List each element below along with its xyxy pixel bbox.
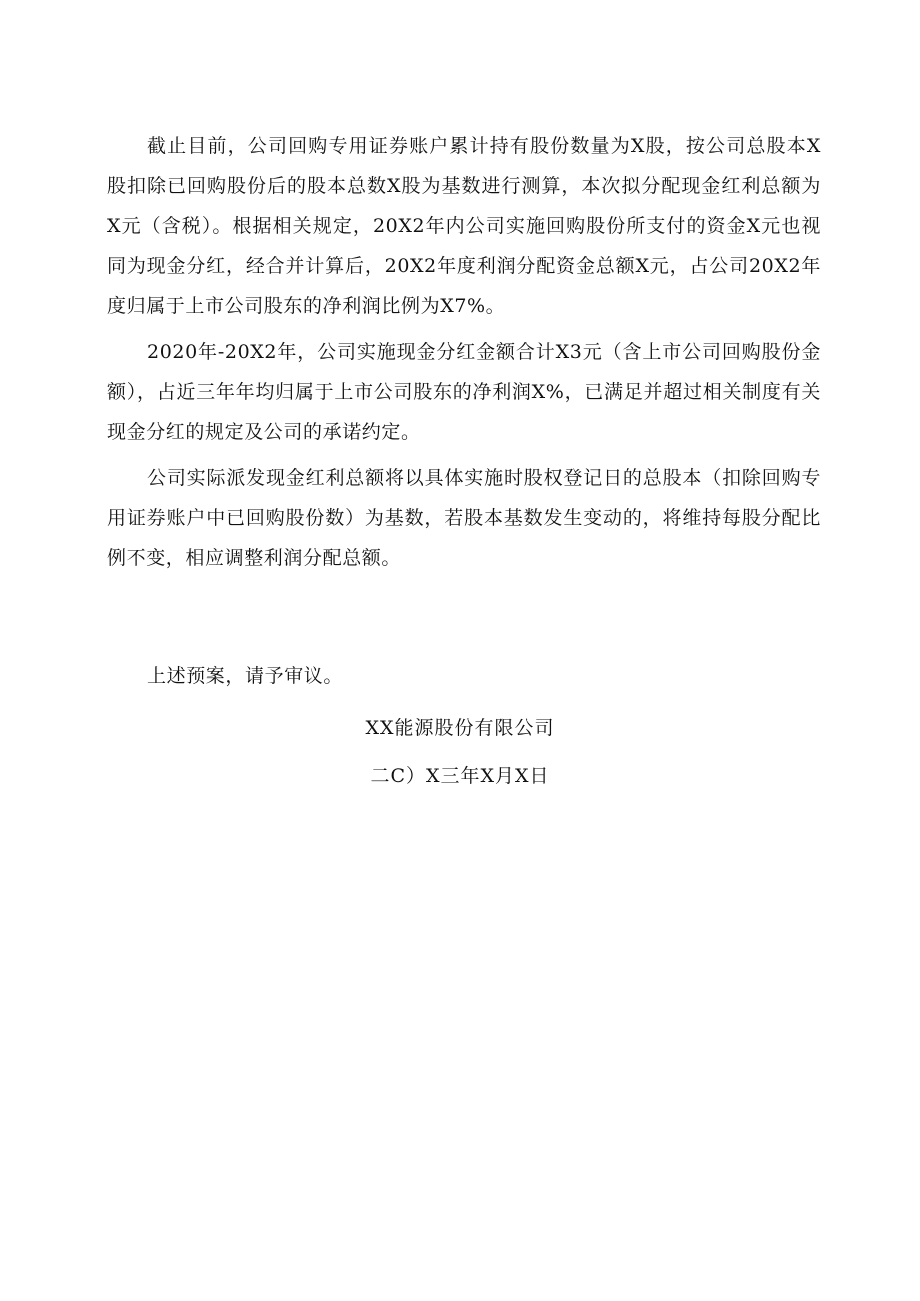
closing-request: 上述预案，请予审议。 [147, 665, 344, 687]
paragraph-three-year-dividends: 2020年-20X2年，公司实施现金分红金额合计X3元（含上市公司回购股份金额），占近三年年均归属于上市公司股东的净利润X%，已满足并超过相关制度有关现金分红的规定及公司的承诺约定。 [107, 341, 821, 443]
signature-date: 二C）X三年X月X日 [370, 765, 550, 787]
paragraph-dividend-calculation: 截止目前，公司回购专用证券账户累计持有股份数量为X股，按公司总股本X股扣除已回购股份后的股本总数X股为基数进行测算，本次拟分配现金红利总额为X元（含税）。根据相关规定，20X2年内公司实施回购股份所支付的资金X元也视同为现金分红，经合并计算后，20X2年度利润分配资金总额X元，占公司20X2年度归属于上市公司股东的净利润比例为X7%。 [107, 135, 821, 317]
document-body [107, 126, 821, 584]
paragraph-distribution-adjustment: 公司实际派发现金红利总额将以具体实施时股权登记日的总股本（扣除回购专用证券账户中已回购股份数）为基数，若股本基数发生变动的，将维持每股分配比例不变，相应调整利润分配总额。 [107, 467, 821, 569]
company-signature: XX能源股份有限公司 [365, 717, 555, 739]
